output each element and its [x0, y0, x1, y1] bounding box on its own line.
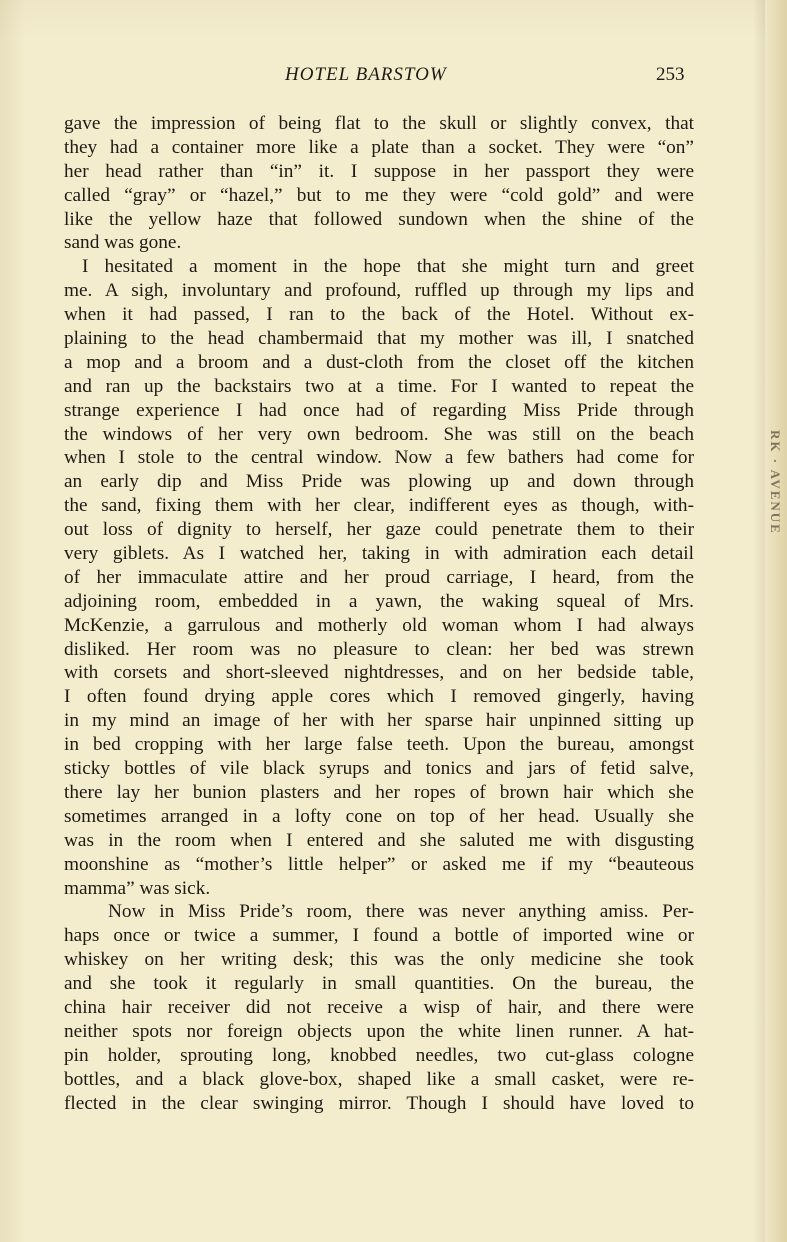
text-line: when I stole to the central window. Now a few bathers had come for — [64, 447, 694, 469]
text-line: I hesitated a moment in the hope that she might turn and greet — [82, 256, 694, 278]
running-title: HOTEL BARSTOW — [285, 64, 447, 85]
text-line: whiskey on her writing desk; this was the only medicine she took — [64, 949, 694, 971]
text-line: in bed cropping with her large false teeth. Upon the bureau, amongst — [64, 734, 694, 756]
text-line: haps once or twice a summer, I found a bottle of imported wine or — [64, 925, 694, 947]
text-line: in my mind an image of her with her sparse hair unpinned sitting up — [64, 710, 694, 732]
text-line: like the yellow haze that followed sundown when the shine of the — [64, 208, 694, 230]
body-text — [64, 112, 694, 1115]
text-line: neither spots nor foreign objects upon the white linen runner. A hat- — [64, 1020, 694, 1042]
text-line: when it had passed, I ran to the back of the Hotel. Without ex- — [64, 304, 694, 326]
text-line: gave the impression of being flat to the skull or slightly convex, that — [64, 113, 694, 134]
text-line: and she took it regularly in small quantities. On the bureau, the — [64, 973, 694, 995]
text-line: adjoining room, embedded in a yawn, the waking squeal of Mrs. — [64, 590, 694, 612]
text-line: bottles, and a black glove-box, shaped like a small casket, were re- — [64, 1068, 694, 1090]
page-number: 253 — [656, 64, 685, 85]
text-line: a mop and a broom and a dust-cloth from the closet off the kitchen — [64, 351, 694, 373]
text-line: her head rather than “in” it. I suppose in her passport they were — [64, 160, 694, 182]
text-line: sometimes arranged in a lofty cone on top of her head. Usually she — [64, 805, 694, 827]
text-line: pin holder, sprouting long, knobbed needles, two cut-glass cologne — [64, 1044, 694, 1066]
text-line: flected in the clear swinging mirror. Though I should have loved to — [64, 1092, 694, 1114]
text-line: moonshine as “mother’s little helper” or asked me if my “beauteous — [64, 853, 694, 875]
text-line: china hair receiver did not receive a wisp of hair, and there were — [64, 996, 694, 1018]
text-line: me. A sigh, involuntary and profound, ruffled up through my lips and — [64, 280, 694, 302]
text-line: sticky bottles of vile black syrups and tonics and jars of fetid salve, — [64, 758, 694, 780]
text-line: with corsets and short-sleeved nightdresses, and on her bedside table, — [64, 662, 694, 684]
text-line: the sand, fixing them with her clear, indifferent eyes as though, with- — [64, 495, 694, 517]
text-line: and ran up the backstairs two at a time. For I wanted to repeat the — [64, 375, 694, 397]
text-line: sand was gone. — [64, 232, 182, 254]
text-line: mamma” was sick. — [64, 877, 211, 899]
text-line: was in the room when I entered and she saluted me with disgusting — [64, 829, 694, 851]
text-line: disliked. Her room was no pleasure to clean: her bed was strewn — [64, 638, 694, 660]
text-line: I often found drying apple cores which I removed gingerly, having — [64, 686, 694, 708]
text-line: Now in Miss Pride’s room, there was never anything amiss. Per- — [108, 901, 694, 923]
text-line: out loss of dignity to herself, her gaze could penetrate them to their — [64, 519, 694, 541]
text-line: strange experience I had once had of regarding Miss Pride through — [64, 399, 694, 421]
text-line: called “gray” or “hazel,” but to me they were “cold gold” and were — [64, 184, 694, 206]
bleed-through-text: RK · AVENUE — [768, 430, 783, 535]
text-line: they had a container more like a plate than a socket. They were “on” — [64, 136, 694, 158]
running-header — [0, 64, 787, 92]
text-line: very giblets. As I watched her, taking in with admiration each detail — [64, 543, 694, 565]
text-line: plaining to the head chambermaid that my mother was ill, I snatched — [64, 328, 694, 350]
text-line: McKenzie, a garrulous and motherly old woman whom I had always — [64, 614, 694, 636]
text-line: of her immaculate attire and her proud carriage, I heard, from the — [64, 566, 694, 588]
text-line: there lay her bunion plasters and her ropes of brown hair which she — [64, 781, 694, 803]
text-line: an early dip and Miss Pride was plowing up and down through — [64, 471, 694, 493]
text-line: the windows of her very own bedroom. She was still on the beach — [64, 423, 694, 445]
